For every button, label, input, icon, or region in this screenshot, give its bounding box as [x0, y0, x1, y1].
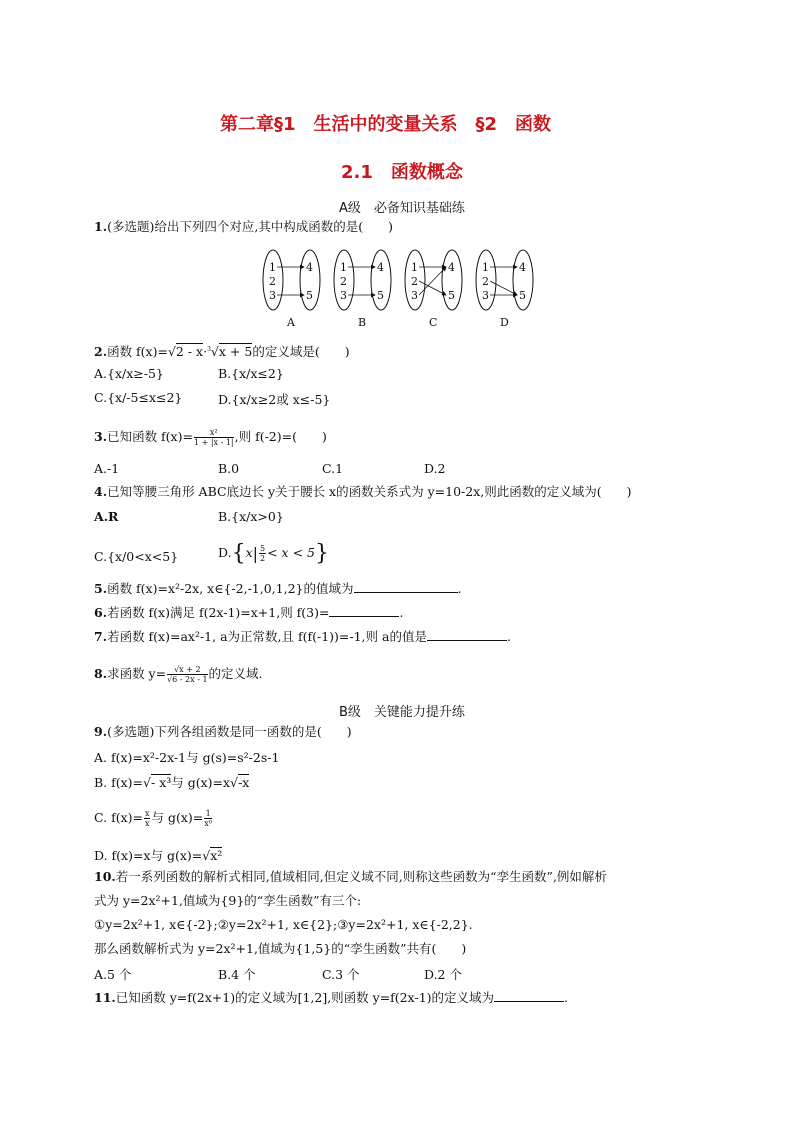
denominator: 2 [260, 554, 266, 563]
fraction [204, 809, 212, 828]
numerator: 1 [205, 809, 211, 818]
domain-value: 3 [482, 289, 489, 302]
question-4 [94, 484, 631, 500]
question-number: 3. [94, 429, 108, 444]
function-prefix: 函数 f(x)= [107, 344, 168, 360]
page-title: 第二章§1 生活中的变量关系 §2 函数 [220, 114, 552, 135]
question-number: 4. [94, 484, 108, 499]
domain-value: 3 [411, 289, 418, 302]
question-text: (多选题)下列各组函数是同一函数的是( ) [107, 724, 352, 739]
question-10-line-3: ①y=2x²+1, x∈{-2};②y=2x²+1, x∈{2};③y=2x²+1, x∈{-2,2}. [94, 917, 473, 932]
question-number: 11. [94, 990, 116, 1005]
level-a-heading: A级 必备知识基础练 [339, 201, 465, 216]
option-b: B. f(x)=√- x³与 g(x)=x√-x [94, 775, 250, 790]
question-10-line-4: 那么函数解析式为 y=2x²+1,值域为{1,5}的“孪生函数”共有( ) [94, 941, 467, 956]
option-d: D.2 个 [424, 967, 462, 982]
option-d: D.{x/x≥2或 x≤-5} [218, 392, 331, 407]
range-value: 4 [448, 261, 455, 274]
numerator: x² [194, 428, 234, 438]
fraction [259, 544, 266, 563]
question-10 [94, 869, 607, 885]
left-brace: { [231, 541, 246, 566]
denominator: √6 - 2x - 1 [167, 675, 208, 684]
range-value: 4 [519, 261, 526, 274]
option-a: A. f(x)=x²-2x-1与 g(s)=s²-2s-1 [94, 750, 280, 765]
question-5 [94, 580, 461, 597]
answer-blank [354, 580, 458, 593]
question-number: 7. [94, 629, 108, 644]
range-value: 4 [306, 261, 313, 274]
question-number: 1. [94, 219, 108, 234]
question-11 [94, 989, 568, 1006]
range-value: 4 [377, 261, 384, 274]
sqrt-radicand-1: √2 - x [167, 344, 204, 360]
period: . [506, 629, 511, 644]
function-prefix: 求函数 y= [107, 666, 167, 681]
option-c: C.3 个 [322, 967, 360, 982]
diagram-label: B [358, 316, 367, 329]
option-a: A.-1 [94, 461, 120, 476]
option-b: B.{x/x>0} [218, 509, 284, 524]
question-text: 的定义域. [208, 666, 263, 681]
question-number: 2. [94, 344, 108, 360]
inequality: < x < 5 [267, 545, 315, 560]
option-a: A.{x/x≥-5} [94, 366, 164, 381]
question-text: 的定义域是( ) [252, 344, 350, 360]
domain-value: 2 [411, 275, 418, 288]
domain-value: 1 [482, 261, 489, 274]
option-d [218, 541, 329, 566]
option-prefix: C. f(x)= [94, 810, 143, 825]
question-number: 10. [94, 869, 116, 884]
radicand: x² [210, 848, 223, 863]
period: . [457, 581, 462, 596]
denominator: x⁰ [204, 819, 212, 828]
range-value: 5 [448, 289, 455, 302]
question-text: 若函数 f(x)=ax²-1, a为正常数,且 f(f(-1))=-1,则 a的值是 [107, 629, 427, 644]
question-text: 函数 f(x)=x²-2x, x∈{-2,-1,0,1,2}的值域为 [107, 581, 354, 596]
question-text: 已知函数 y=f(2x+1)的定义域为[1,2],则函数 y=f(2x-1)的定义域为 [115, 990, 495, 1005]
question-text: ,则 f(-2)=( ) [234, 429, 327, 444]
question-number: 6. [94, 605, 108, 620]
domain-value: 1 [411, 261, 418, 274]
diagram-label: D [500, 316, 509, 329]
option-a: A.5 个 [94, 967, 132, 982]
fraction [167, 665, 207, 684]
domain-value: 1 [269, 261, 276, 274]
right-brace: } [314, 541, 329, 566]
question-number: 5. [94, 581, 108, 596]
period: . [564, 990, 569, 1005]
domain-value: 1 [340, 261, 347, 274]
mapping-diagrams [255, 246, 545, 336]
domain-value: 2 [269, 275, 276, 288]
option-label: D. [218, 545, 232, 560]
question-1 [94, 219, 393, 235]
option-c: C.{x/0<x<5} [94, 549, 179, 564]
option-d: D. f(x)=x与 g(x)=√x² [94, 848, 223, 863]
option-c: C.1 [322, 461, 344, 476]
question-2 [94, 342, 350, 360]
radicand: - x³ [151, 775, 172, 790]
question-8 [94, 665, 263, 684]
period: . [399, 605, 404, 620]
question-text: 已知等腰三角形 ABC底边长 y关于腰长 x的函数关系式为 y=10-2x,则此函数的定义域为( ) [107, 484, 632, 499]
answer-blank [329, 604, 399, 617]
set-variable: x [245, 545, 253, 560]
domain-value: 2 [482, 275, 489, 288]
cbrt-radicand-2: $^3$√x + 5 [207, 344, 253, 360]
option-c [94, 808, 213, 828]
diagram-label: C [429, 316, 438, 329]
answer-blank [494, 989, 564, 1002]
option-b: B.{x/x≤2} [218, 366, 284, 381]
option-prefix: B. f(x)= [94, 775, 144, 790]
denominator: 1 + |x - 1| [193, 438, 234, 447]
question-9 [94, 724, 352, 740]
radicand: -x [238, 775, 250, 790]
domain-value: 3 [269, 289, 276, 302]
fraction [144, 809, 151, 828]
question-10-line-2: 式为 y=2x²+1,值域为{9}的“孪生函数”有三个: [94, 893, 362, 908]
question-number: 9. [94, 724, 108, 739]
fraction [194, 428, 234, 447]
function-prefix: 已知函数 f(x)= [107, 429, 193, 444]
option-b: B.0 [218, 461, 240, 476]
dot-operator: · [203, 344, 208, 360]
question-text: 若函数 f(x)满足 f(2x-1)=x+1,则 f(3)= [107, 605, 330, 620]
question-3 [94, 428, 327, 447]
option-c: C.{x/-5≤x≤2} [94, 390, 183, 405]
option-b: B.4 个 [218, 967, 256, 982]
option-prefix: D. f(x)=x与 g(x)= [94, 848, 203, 863]
level-b-heading: B级 关键能力提升练 [339, 705, 465, 720]
option-middle: 与 g(x)= [151, 810, 204, 825]
numerator: √x + 2 [167, 665, 207, 675]
question-6 [94, 604, 403, 621]
numerator: x [144, 809, 150, 818]
set-bar: | [252, 544, 259, 563]
domain-value: 2 [340, 275, 347, 288]
diagram-label: A [287, 316, 295, 329]
domain-value: 3 [340, 289, 347, 302]
answer-blank [427, 628, 507, 641]
numerator: 5 [260, 544, 266, 553]
option-d: D.2 [424, 461, 446, 476]
denominator: x [144, 819, 150, 828]
question-7 [94, 628, 511, 645]
option-a: A.R [94, 509, 119, 524]
question-number: 8. [94, 666, 108, 681]
range-value: 5 [306, 289, 313, 302]
option-middle: 与 g(x)=x [171, 775, 231, 790]
section-subtitle: 2.1 函数概念 [341, 162, 463, 183]
range-value: 5 [377, 289, 384, 302]
question-text: (多选题)给出下列四个对应,其中构成函数的是( ) [107, 219, 394, 234]
range-value: 5 [519, 289, 526, 302]
question-text: 若一系列函数的解析式相同,值域相同,但定义域不同,则称这些函数为“孪生函数”,例如解析 [115, 869, 607, 884]
